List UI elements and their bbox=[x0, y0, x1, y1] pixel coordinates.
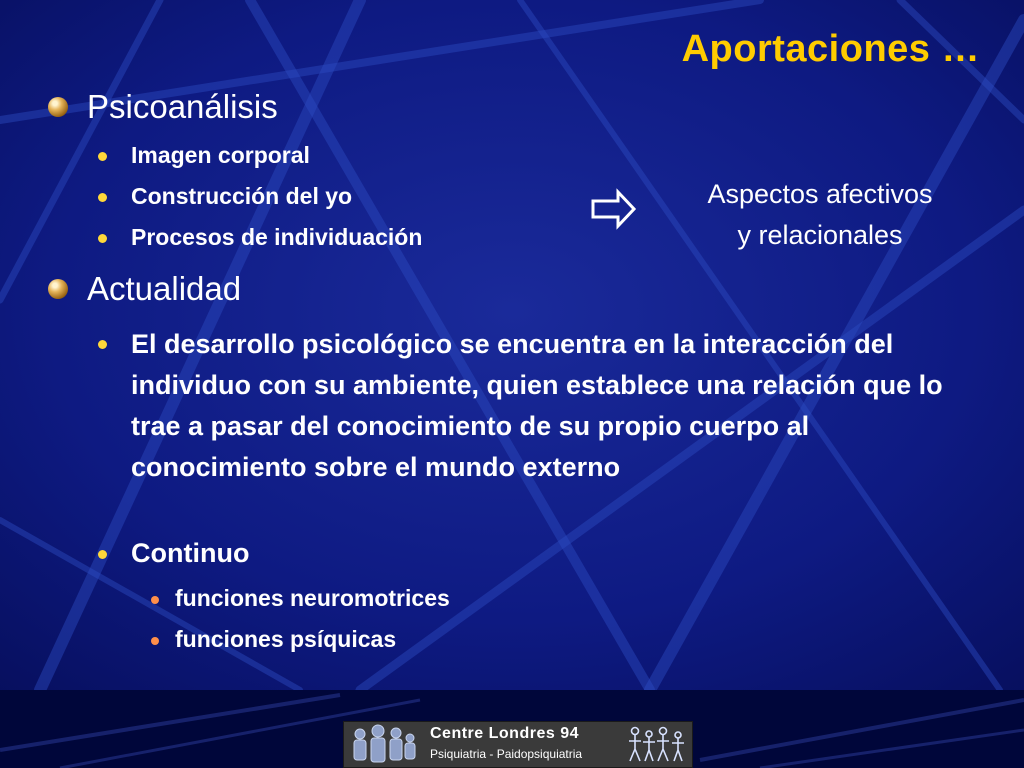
bullet-dot-icon bbox=[151, 596, 159, 604]
footer bbox=[0, 690, 1024, 768]
logo-subtitle: Psiquiatria - Paidopsiquiatria bbox=[430, 747, 583, 761]
sub-list-item-text: funciones neuromotrices bbox=[175, 585, 450, 611]
bullet-dot-icon bbox=[98, 340, 107, 349]
bullet-dot-icon bbox=[151, 637, 159, 645]
stick-figures-icon bbox=[627, 725, 689, 765]
list-item-text: Imagen corporal bbox=[131, 142, 310, 168]
list-item-text: El desarrollo psicológico se encuentra en la interacción del individuo con su ambiente, quien establece una relación que lo trae a pasar del conocimiento de su propio cuerpo al conocimiento sobre el mundo externo bbox=[131, 329, 943, 482]
section-label: Psicoanálisis bbox=[87, 88, 278, 125]
bullet-dot-icon bbox=[98, 234, 107, 243]
bullet-dot-icon bbox=[98, 152, 107, 161]
sphere-bullet-icon bbox=[48, 279, 68, 299]
logo-title: Centre Londres 94 bbox=[430, 725, 579, 742]
bullet-dot-icon bbox=[98, 193, 107, 202]
list-item-text: Procesos de individuación bbox=[131, 224, 423, 250]
list-item-text: Construcción del yo bbox=[131, 183, 353, 209]
side-note-line: Aspectos afectivos bbox=[707, 179, 933, 209]
hollow-right-arrow-icon bbox=[590, 188, 638, 230]
sphere-bullet-icon bbox=[48, 97, 68, 117]
section-label: Actualidad bbox=[87, 270, 242, 307]
sub-list-item-text: funciones psíquicas bbox=[175, 626, 397, 652]
list-item-text: Continuo bbox=[131, 538, 250, 568]
side-note bbox=[650, 174, 990, 256]
bullet-dot-icon bbox=[98, 550, 107, 559]
family-figures-icon bbox=[348, 724, 418, 766]
clinic-logo bbox=[343, 721, 693, 768]
slide-title: Aportaciones … bbox=[681, 28, 980, 70]
side-note-line: y relacionales bbox=[737, 220, 903, 250]
